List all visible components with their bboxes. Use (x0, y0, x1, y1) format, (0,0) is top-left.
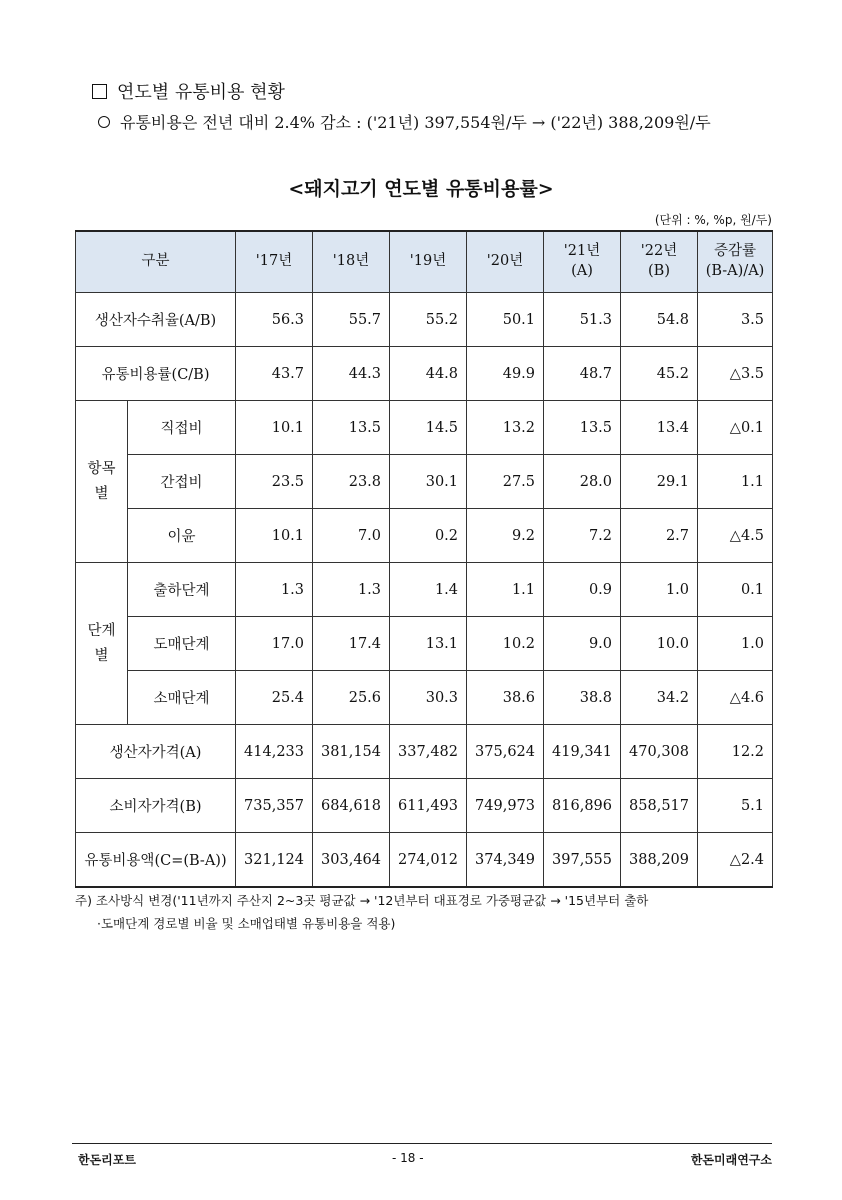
cell-value: 27.5 (467, 455, 544, 509)
cell-value: 858,517 (621, 779, 698, 833)
cell-value: 0.9 (544, 563, 621, 617)
cell-value: 2.7 (621, 509, 698, 563)
header-change (698, 231, 773, 293)
cell-value: 419,341 (544, 725, 621, 779)
header-2017: '17년 (236, 231, 313, 293)
header-category: 구분 (76, 231, 236, 293)
cell-value: 611,493 (390, 779, 467, 833)
cell-value: 54.8 (621, 293, 698, 347)
row-label: 유통비용액(C=(B-A)) (76, 833, 236, 888)
footer-divider (72, 1143, 772, 1144)
cell-value: 28.0 (544, 455, 621, 509)
cell-value: 1.3 (236, 563, 313, 617)
cell-change: △4.6 (698, 671, 773, 725)
cell-value: 337,482 (390, 725, 467, 779)
table-row (76, 401, 773, 455)
cell-value: 10.1 (236, 401, 313, 455)
table-footnote (75, 889, 775, 935)
header-change-label: 증감률 (714, 243, 757, 260)
cell-value: 56.3 (236, 293, 313, 347)
cell-value: 470,308 (621, 725, 698, 779)
table-title: <돼지고기 연도별 유통비용률> (288, 178, 554, 200)
cell-value: 44.8 (390, 347, 467, 401)
circle-bullet-icon (98, 116, 110, 128)
header-2022-sub: (B) (648, 263, 670, 279)
section-title (92, 78, 285, 104)
header-2020: '20년 (467, 231, 544, 293)
cell-value: 48.7 (544, 347, 621, 401)
cell-value: 30.1 (390, 455, 467, 509)
cell-value: 44.3 (313, 347, 390, 401)
checkbox-square-icon (92, 84, 107, 99)
cell-change: 12.2 (698, 725, 773, 779)
cell-value: 49.9 (467, 347, 544, 401)
table-header-row (76, 231, 773, 293)
cell-value: 321,124 (236, 833, 313, 888)
header-2018: '18년 (313, 231, 390, 293)
cell-value: 23.8 (313, 455, 390, 509)
footer-right: 한돈미래연구소 (690, 1153, 772, 1167)
cell-value: 34.2 (621, 671, 698, 725)
cell-change: 1.1 (698, 455, 773, 509)
cell-value: 10.0 (621, 617, 698, 671)
table-row (76, 779, 773, 833)
cell-value: 1.4 (390, 563, 467, 617)
cell-value: 374,349 (467, 833, 544, 888)
table-row (76, 671, 773, 725)
cell-value: 55.7 (313, 293, 390, 347)
cell-value: 10.1 (236, 509, 313, 563)
cell-value: 13.2 (467, 401, 544, 455)
cell-value: 51.3 (544, 293, 621, 347)
table-row (76, 455, 773, 509)
footnote-line-2: ·도매단계 경로별 비율 및 소매업태별 유통비용을 적용) (97, 916, 396, 931)
cell-value: 684,618 (313, 779, 390, 833)
cell-value: 397,555 (544, 833, 621, 888)
cell-change: 5.1 (698, 779, 773, 833)
row-label: 도매단계 (128, 617, 236, 671)
cell-value: 17.4 (313, 617, 390, 671)
header-2022-year: '22년 (640, 243, 678, 260)
cell-change: △4.5 (698, 509, 773, 563)
cell-value: 13.1 (390, 617, 467, 671)
cell-value: 45.2 (621, 347, 698, 401)
cell-value: 13.5 (313, 401, 390, 455)
cell-value: 55.2 (390, 293, 467, 347)
cell-value: 749,973 (467, 779, 544, 833)
cell-value: 23.5 (236, 455, 313, 509)
cell-value: 29.1 (621, 455, 698, 509)
header-2019: '19년 (390, 231, 467, 293)
cell-value: 38.6 (467, 671, 544, 725)
group-label-stage-text: 단계 별 (87, 622, 116, 664)
header-2022 (621, 231, 698, 293)
cell-value: 735,357 (236, 779, 313, 833)
table-unit: (단위 : %, %p, 원/두) (654, 213, 772, 227)
table-row (76, 563, 773, 617)
distribution-cost-table (75, 230, 773, 888)
cell-value: 17.0 (236, 617, 313, 671)
cell-value: 7.2 (544, 509, 621, 563)
header-2021 (544, 231, 621, 293)
cell-value: 9.0 (544, 617, 621, 671)
cell-value: 1.3 (313, 563, 390, 617)
row-label: 간접비 (128, 455, 236, 509)
row-label: 소매단계 (128, 671, 236, 725)
cell-value: 388,209 (621, 833, 698, 888)
cell-value: 38.8 (544, 671, 621, 725)
cell-change: 3.5 (698, 293, 773, 347)
row-label: 생산자수취율(A/B) (76, 293, 236, 347)
footnote-line-1: 주) 조사방식 변경('11년까지 주산지 2~3곳 평균값 → '12년부터 대표경로 가중평균값 → '15년부터 출하 (75, 893, 649, 908)
table-row (76, 833, 773, 888)
summary-bullet-text: 유통비용은 전년 대비 2.4% 감소 : ('21년) 397,554원/두 → ('22년) 388,209원/두 (120, 113, 711, 132)
table-row (76, 617, 773, 671)
row-label: 출하단계 (128, 563, 236, 617)
header-2021-sub: (A) (571, 263, 593, 279)
cell-change: 1.0 (698, 617, 773, 671)
cell-value: 9.2 (467, 509, 544, 563)
row-label: 직접비 (128, 401, 236, 455)
cell-value: 414,233 (236, 725, 313, 779)
cell-value: 1.1 (467, 563, 544, 617)
cell-change: 0.1 (698, 563, 773, 617)
cell-value: 816,896 (544, 779, 621, 833)
cell-change: △0.1 (698, 401, 773, 455)
cell-value: 375,624 (467, 725, 544, 779)
cell-value: 274,012 (390, 833, 467, 888)
cell-value: 50.1 (467, 293, 544, 347)
cell-value: 10.2 (467, 617, 544, 671)
page-number: - 18 - (392, 1151, 424, 1165)
row-label: 소비자가격(B) (76, 779, 236, 833)
cell-value: 381,154 (313, 725, 390, 779)
cell-value: 13.4 (621, 401, 698, 455)
cell-value: 7.0 (313, 509, 390, 563)
header-change-sub: (B-A)/A) (705, 263, 765, 279)
cell-value: 43.7 (236, 347, 313, 401)
cell-change: △3.5 (698, 347, 773, 401)
header-2021-year: '21년 (563, 243, 601, 260)
table-row (76, 725, 773, 779)
cell-value: 30.3 (390, 671, 467, 725)
cell-value: 0.2 (390, 509, 467, 563)
section-title-text: 연도별 유통비용 현황 (117, 82, 285, 103)
table-row (76, 509, 773, 563)
row-label: 이윤 (128, 509, 236, 563)
group-label-item-text: 항목 별 (87, 460, 116, 502)
cell-value: 13.5 (544, 401, 621, 455)
table-row (76, 347, 773, 401)
summary-bullet (98, 110, 711, 133)
row-label: 생산자가격(A) (76, 725, 236, 779)
cell-value: 25.6 (313, 671, 390, 725)
group-label-item (76, 401, 128, 563)
cell-value: 14.5 (390, 401, 467, 455)
footer-left: 한돈리포트 (78, 1153, 136, 1167)
cell-value: 303,464 (313, 833, 390, 888)
table-row (76, 293, 773, 347)
cell-change: △2.4 (698, 833, 773, 888)
group-label-stage (76, 563, 128, 725)
cell-value: 1.0 (621, 563, 698, 617)
row-label: 유통비용률(C/B) (76, 347, 236, 401)
cell-value: 25.4 (236, 671, 313, 725)
